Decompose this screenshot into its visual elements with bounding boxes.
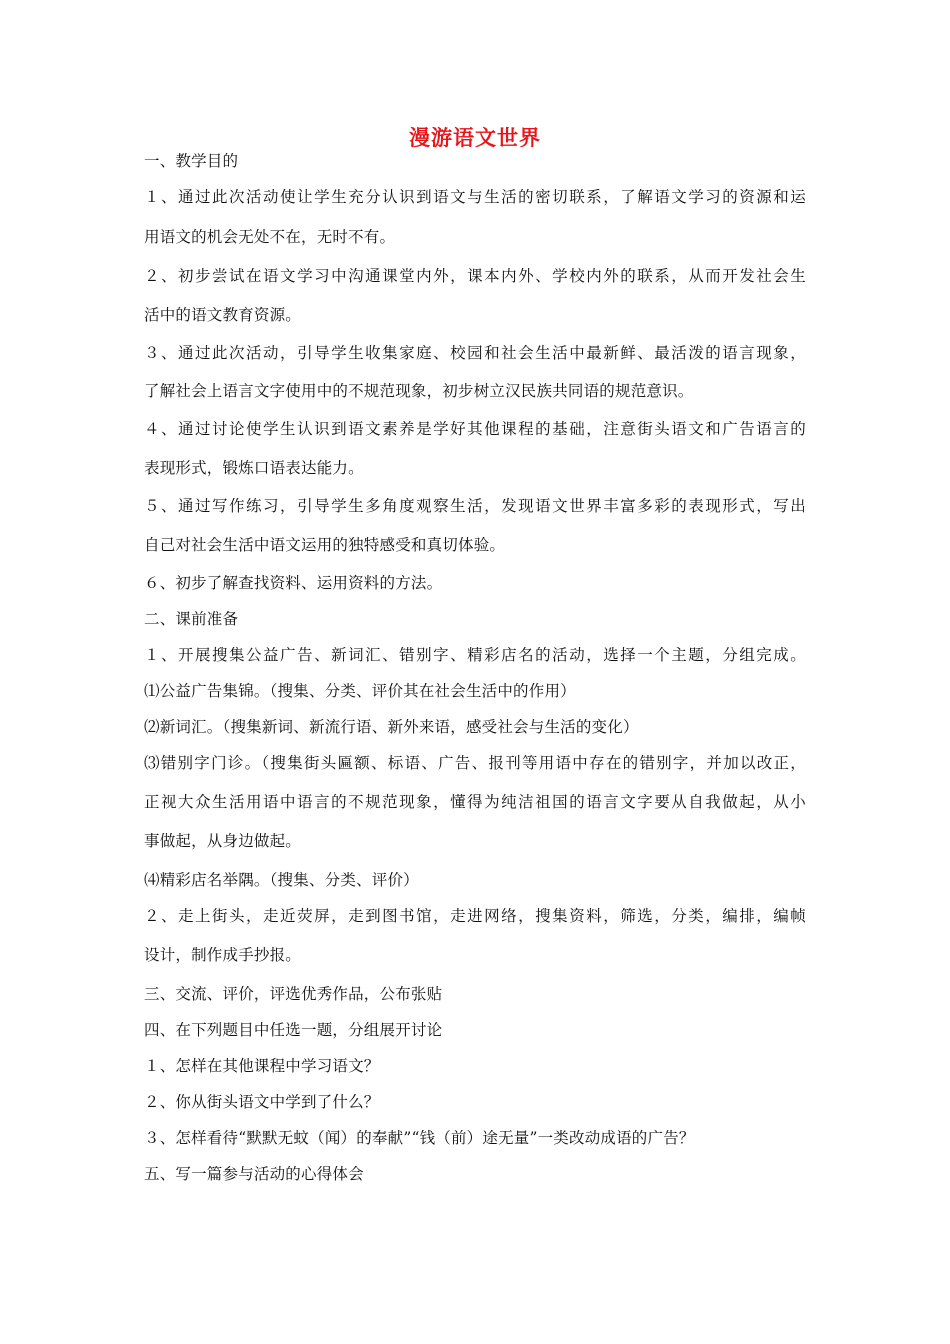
paragraph-line: １、开展搜集公益广告、新词汇、错别字、精彩店名的活动，选择一个主题，分组完成。: [144, 646, 806, 664]
paragraph-line: 正视大众生活用语中语言的不规范现象，懂得为纯洁祖国的语言文字要从自我做起，从小: [144, 793, 806, 811]
paragraph-line: 了解社会上语言文字使用中的不规范现象，初步树立汉民族共同语的规范意识。: [144, 382, 694, 400]
paragraph-line: ４、通过讨论使学生认识到语文素养是学好其他课程的基础，注意街头语文和广告语言的: [144, 420, 806, 438]
section-heading-preparation: 二、课前准备: [144, 610, 239, 628]
list-item: １、怎样在其他课程中学习语文？: [144, 1057, 380, 1075]
paragraph-line: ２、走上街头，走近荧屏，走到图书馆，走进网络，搜集资料，筛选，分类，编排，编帧: [144, 907, 806, 925]
paragraph-line: 设计，制作成手抄报。: [144, 946, 302, 964]
paragraph-line: 表现形式，锻炼口语表达能力。: [144, 459, 364, 477]
section-heading-exchange: 三、交流、评价，评选优秀作品，公布张贴: [144, 985, 443, 1003]
paragraph-line: ２、初步尝试在语文学习中沟通课堂内外，课本内外、学校内外的联系，从而开发社会生: [144, 267, 806, 285]
list-item: ⑵新词汇。（搜集新词、新流行语、新外来语，感受社会与生活的变化）: [144, 718, 639, 736]
document-title: 漫游语文世界: [409, 125, 541, 150]
list-item: ３、怎样看待“默默无蚊（闻）的奉献”“钱（前）途无量”一类改动成语的广告？: [144, 1129, 695, 1147]
paragraph-line: ５、通过写作练习，引导学生多角度观察生活，发现语文世界丰富多彩的表现形式，写出: [144, 497, 806, 515]
paragraph-line: ６、初步了解查找资料、运用资料的方法。: [144, 574, 443, 592]
section-heading-teaching-goals: 一、教学目的: [144, 152, 239, 170]
paragraph-line: 自己对社会生活中语文运用的独特感受和真切体验。: [144, 536, 506, 554]
paragraph-line: 活中的语文教育资源。: [144, 306, 302, 324]
paragraph-line: ３、通过此次活动，引导学生收集家庭、校园和社会生活中最新鲜、最活泼的语言现象，: [144, 344, 806, 362]
list-item: ⑴公益广告集锦。（搜集、分类、评价其在社会生活中的作用）: [144, 682, 576, 700]
list-item: ⑶错别字门诊。（搜集街头匾额、标语、广告、报刊等用语中存在的错别字，并加以改正，: [144, 754, 806, 772]
list-item: ２、你从街头语文中学到了什么？: [144, 1093, 380, 1111]
list-item: ⑷精彩店名举隅。（搜集、分类、评价）: [144, 871, 419, 889]
section-heading-reflection: 五、写一篇参与活动的心得体会: [144, 1165, 364, 1183]
paragraph-line: 用语文的机会无处不在，无时不有。: [144, 228, 396, 246]
section-heading-discussion: 四、在下列题目中任选一题，分组展开讨论: [144, 1021, 443, 1039]
paragraph-line: １、通过此次活动使让学生充分认识到语文与生活的密切联系，了解语文学习的资源和运: [144, 188, 806, 206]
paragraph-line: 事做起，从身边做起。: [144, 832, 302, 850]
